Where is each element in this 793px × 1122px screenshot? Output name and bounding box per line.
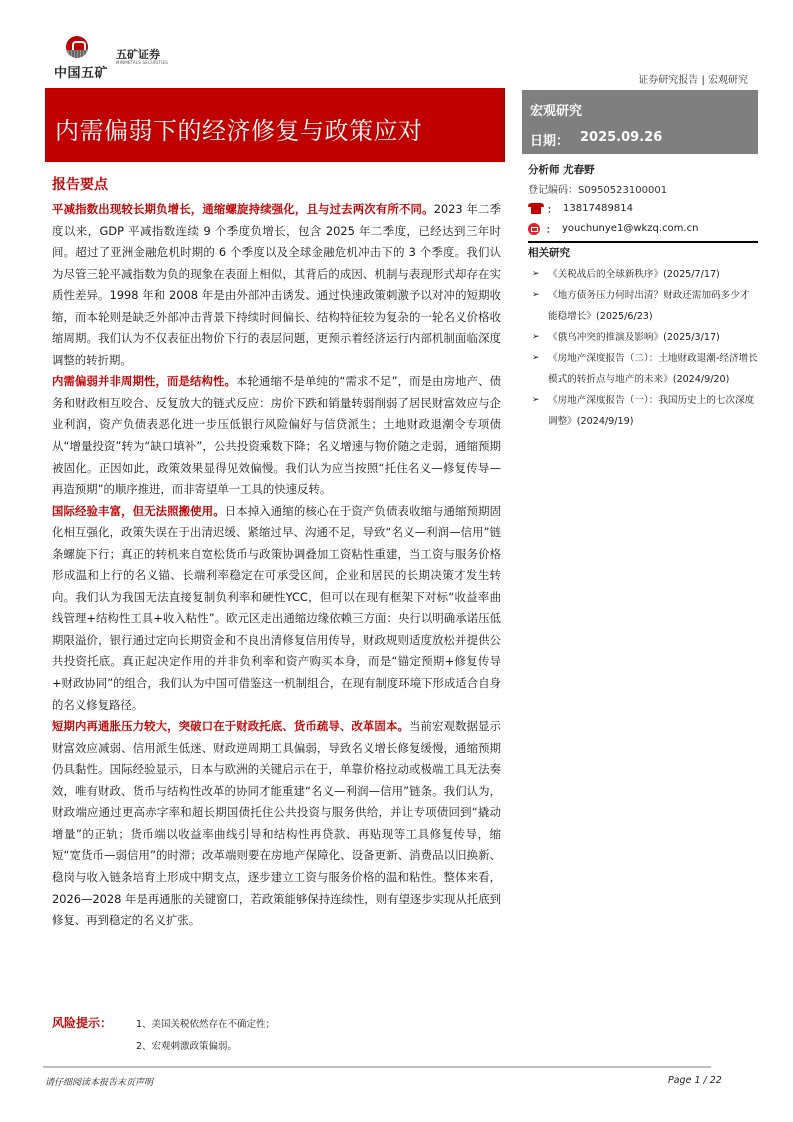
- report-title: 内需偏弱下的经济修复与政策应对: [55, 117, 423, 145]
- date-label: 日期：: [530, 134, 570, 149]
- related-research-list: [532, 264, 758, 432]
- report-date: 2025.09.26: [580, 130, 663, 145]
- email-icon: [528, 223, 540, 235]
- email-address[interactable]: youchunye1@wkzq.com.cn: [562, 223, 699, 234]
- related-research-item[interactable]: [532, 390, 758, 432]
- related-research-item[interactable]: [532, 264, 758, 285]
- related-research-title: 《关税战后的全球新秩序》(2025/7/17): [548, 269, 720, 280]
- related-research-title: 《房地产深度报告（一）：我国历史上的七次深度调整》(2024/9/19): [548, 395, 755, 427]
- page-number: Page 1 / 22: [668, 1075, 722, 1086]
- logo-brand-name: 五矿证券: [116, 48, 160, 61]
- logo-group-name: 中国五矿: [54, 66, 109, 81]
- report-type: 证券研究报告 | 宏观研究: [638, 75, 748, 86]
- related-research-title: 《地方债务压力何时出清？财政还需加码多少才能稳增长》(2025/6/23): [548, 290, 750, 322]
- key-points-body: [52, 199, 501, 932]
- key-point-paragraph: [52, 199, 501, 371]
- phone-number: 13817489814: [563, 203, 633, 214]
- logo-brand-english: MINMETALS SECURITIES: [116, 60, 168, 65]
- email-colon: ：: [546, 225, 556, 236]
- key-point-text: 当前宏观数据显示财富效应减弱、信用派生低迷、财政逆周期工具偏弱，导致名义增长修复缓慢，通缩预期仍具黏性。国际经验显示，日本与欧洲的关键启示在于，单靠价格拉动或极端工具无法奏效，唯有财政、货币与结构性改革的协同才能重建“名义—利润—信用”链条。我们认为，财政端应通过更高赤字率和超长期国债托住公共投资与服务供给，并让专项债回到“撬动增量”的正轨；货币端以收益率曲线引导和结构性再贷款、再贴现等工具修复传导，缩短“宽货币—弱信用”的时滞；改革端则要在房地产保障化、设备更新、消费品以旧换新、稳岗与收入链条培育上形成中期支点，逐步建立工资与服务价格的温和粘性。整体来看，2026—2028 年是再通胀的关键窗口，若政策能够保持连续性，则有望逐步实现从托底到修复、再到稳定的名义扩张。: [52, 719, 501, 928]
- key-point-paragraph: [52, 716, 501, 931]
- risk-item: 1、美国关税依然存在不确定性；: [136, 1019, 276, 1030]
- registration-code: 登记编码：S0950523100001: [528, 185, 668, 196]
- related-research-heading: 相关研究: [528, 247, 570, 259]
- key-point-text: 2023 年二季度以来，GDP 平减指数连续 9 个季度负增长，包含 2025 年二季度，已经达到三年时间。超过了亚洲金融危机时期的 6 个季度以及全球金融危机冲击下的 3 个季度。我们认为尽管三轮平减指数为负的现象在表面上相似，其背后的成因、机制与表现形式却存在实质性差异。1998 年和 2008 年是由外部冲击诱发、通过快速政策刺激予以对冲的短期收缩，而本轮则是缺乏外部冲击背景下持续时间偏长、结构特征较为复杂的一轮名义价格收缩周期。我们认为不仅表征出物价下行的表层问题，更预示着经济运行内部机制面临深度调整的转折期。: [52, 202, 501, 367]
- analyst-phone: [528, 201, 633, 216]
- related-research-title: 《房地产深度报告（二）：土地财政退潮-经济增长模式的转折点与地产的未来》(2024/9/20): [548, 353, 758, 385]
- minmetals-emblem-icon: [66, 36, 88, 58]
- bullet-arrow-icon: ➢: [532, 332, 540, 342]
- related-research-item[interactable]: [532, 327, 758, 348]
- bullet-arrow-icon: ➢: [532, 290, 540, 300]
- key-point-text: 本轮通缩不是单纯的“需求不足”，而是由房地产、债务和财政相互咬合、反复放大的链式反应：房价下跌和销量转弱削弱了居民财富效应与企业利润，资产负债表恶化进一步压低银行风险偏好与信贷派生；土地财政退潮令专项债从“增量投资”转为“缺口填补”，公共投资乘数下降；名义增速与物价随之走弱，通缩预期被固化。正因如此，政策效果显得见效偏慢。我们认为应当按照“托住名义—修复传导—再造预期”的顺序推进，而非寄望单一工具的快速反转。: [52, 374, 501, 497]
- key-point-lead: 内需偏弱并非周期性，而是结构性。: [52, 374, 237, 389]
- category-date-band: [522, 90, 758, 154]
- footer-divider: [43, 1066, 711, 1068]
- risk-label: 风险提示：: [52, 1016, 113, 1030]
- bullet-arrow-icon: ➢: [532, 395, 540, 405]
- related-research-title: 《俄乌冲突的推演及影响》(2025/3/17): [548, 332, 720, 343]
- key-point-paragraph: [52, 501, 501, 716]
- key-point-lead: 国际经验丰富，但无法照搬使用。: [52, 503, 225, 518]
- analyst-name: 分析师 尤春野: [528, 164, 595, 176]
- telephone-icon: [528, 203, 544, 214]
- related-research-item[interactable]: [532, 348, 758, 390]
- bullet-arrow-icon: ➢: [532, 269, 540, 279]
- key-point-text: 日本掉入通缩的核心在于资产负债表收缩与通缩预期固化相互强化，政策失误在于出清迟缓、紧缩过早、沟通不足，导致“名义—利润—信用”链条螺旋下行；真正的转机来自宽松货币与政策协调叠加工资粘性重建，当工资与服务价格形成温和上行的名义锚、长端利率稳定在可承受区间，企业和居民的长期决策才发生转向。我们认为我国无法直接复制负利率和硬性YCC，但可以在现有框架下对标“收益率曲线管理+结构性工具+收入粘性”。欧元区走出通缩边缘依赖三方面：央行以明确承诺压低期限溢价，银行通过定向长期资金和不良出清修复信用传导，财政规则适度放松并提供公共投资托底。真正起决定作用的并非负利率和资产购买本身，而是“锚定预期+修复传导+财政协同”的组合，我们认为中国可借鉴这一机制组合，在现有制度环境下形成适合自身的名义修复路径。: [52, 503, 501, 712]
- key-point-paragraph: [52, 371, 501, 500]
- bullet-arrow-icon: ➢: [532, 353, 540, 363]
- risk-item: 2、宏观刺激政策偏弱。: [136, 1041, 238, 1052]
- key-points-heading: 报告要点: [52, 177, 108, 193]
- related-research-item[interactable]: [532, 285, 758, 327]
- title-banner: [45, 89, 505, 162]
- footer-disclaimer: 请仔细阅读本报告末页声明: [45, 1078, 154, 1088]
- analyst-email: [528, 221, 698, 236]
- sidebar-divider: [528, 241, 758, 243]
- report-category: 宏观研究: [530, 104, 583, 119]
- phone-colon: ：: [547, 205, 557, 216]
- key-point-lead: 短期内再通胀压力较大，突破口在于财政托底、货币疏导、改革固本。: [52, 719, 409, 734]
- key-point-lead: 平减指数出现较长期负增长，通缩螺旋持续强化，且与过去两次有所不同。: [52, 202, 434, 216]
